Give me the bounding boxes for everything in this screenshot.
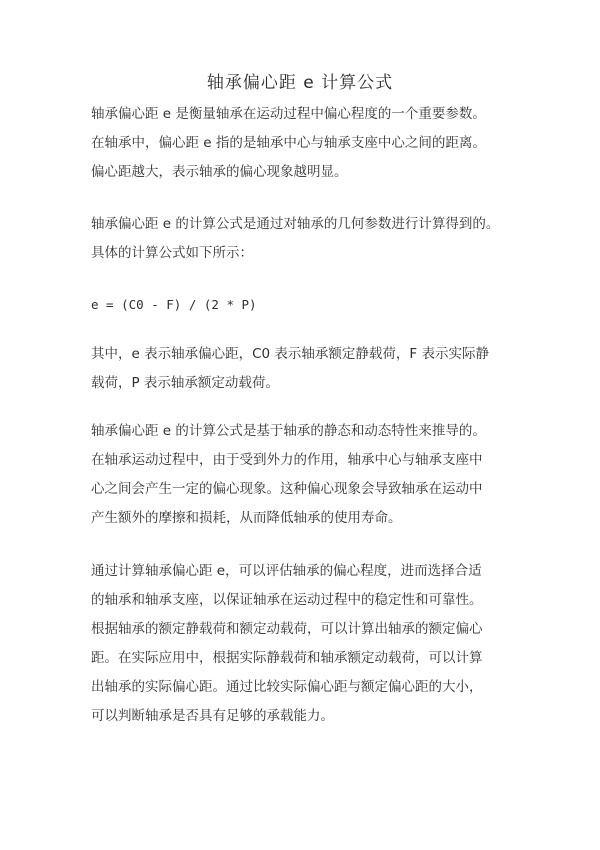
paragraph-line: 在轴承运动过程中，由于受到外力的作用，轴承中心与轴承支座中 — [91, 452, 483, 468]
paragraph-line: 心之间会产生一定的偏心现象。这种偏心现象会导致轴承在运动中 — [91, 481, 483, 497]
paragraph-line: 具体的计算公式如下所示： — [91, 245, 253, 261]
paragraph-line: 偏心距越大，表示轴承的偏心现象越明显。 — [91, 164, 348, 180]
paragraph-definition — [91, 100, 531, 187]
paragraph-line: 的轴承和轴承支座，以保证轴承在运动过程中的稳定性和可靠性。 — [91, 592, 483, 608]
paragraph-line: 距。在实际应用中，根据实际静载荷和轴承额定动载荷，可以计算 — [91, 650, 483, 666]
paragraph-line: 在轴承中，偏心距 e 指的是轴承中心与轴承支座中心之间的距离。 — [91, 135, 486, 151]
paragraph-line: 轴承偏心距 e 的计算公式是通过对轴承的几何参数进行计算得到的。 — [91, 216, 500, 232]
paragraph-formula-intro — [91, 210, 531, 268]
paragraph-line: 轴承偏心距 e 是衡量轴承在运动过程中偏心程度的一个重要参数。 — [91, 106, 486, 122]
paragraph-line: 产生额外的摩擦和损耗，从而降低轴承的使用寿命。 — [91, 510, 402, 526]
formula-block — [91, 290, 531, 319]
paragraph-line: 其中，e 表示轴承偏心距，C0 表示轴承额定静载荷，F 表示实际静 — [91, 346, 489, 362]
paragraph-line: 出轴承的实际偏心距。通过比较实际偏心距与额定偏心距的大小， — [91, 679, 483, 695]
page-title: 轴承偏心距 e 计算公式 — [206, 73, 394, 93]
paragraph-variables — [91, 340, 531, 398]
paragraph-line: 载荷，P 表示轴承额定动载荷。 — [91, 375, 279, 391]
paragraph-line: 根据轴承的额定静载荷和额定动载荷，可以计算出轴承的额定偏心 — [91, 621, 483, 637]
paragraph-line: 通过计算轴承偏心距 e，可以评估轴承的偏心程度，进而选择合适 — [91, 563, 482, 579]
paragraph-line: 可以判断轴承是否具有足够的承载能力。 — [91, 708, 334, 724]
paragraph-derivation — [91, 417, 531, 533]
paragraph-application — [91, 557, 531, 731]
paragraph-line: 轴承偏心距 e 的计算公式是基于轴承的静态和动态特性来推导的。 — [91, 423, 486, 439]
formula-line: e = (C0 - F) / (2 * P) — [91, 297, 257, 312]
